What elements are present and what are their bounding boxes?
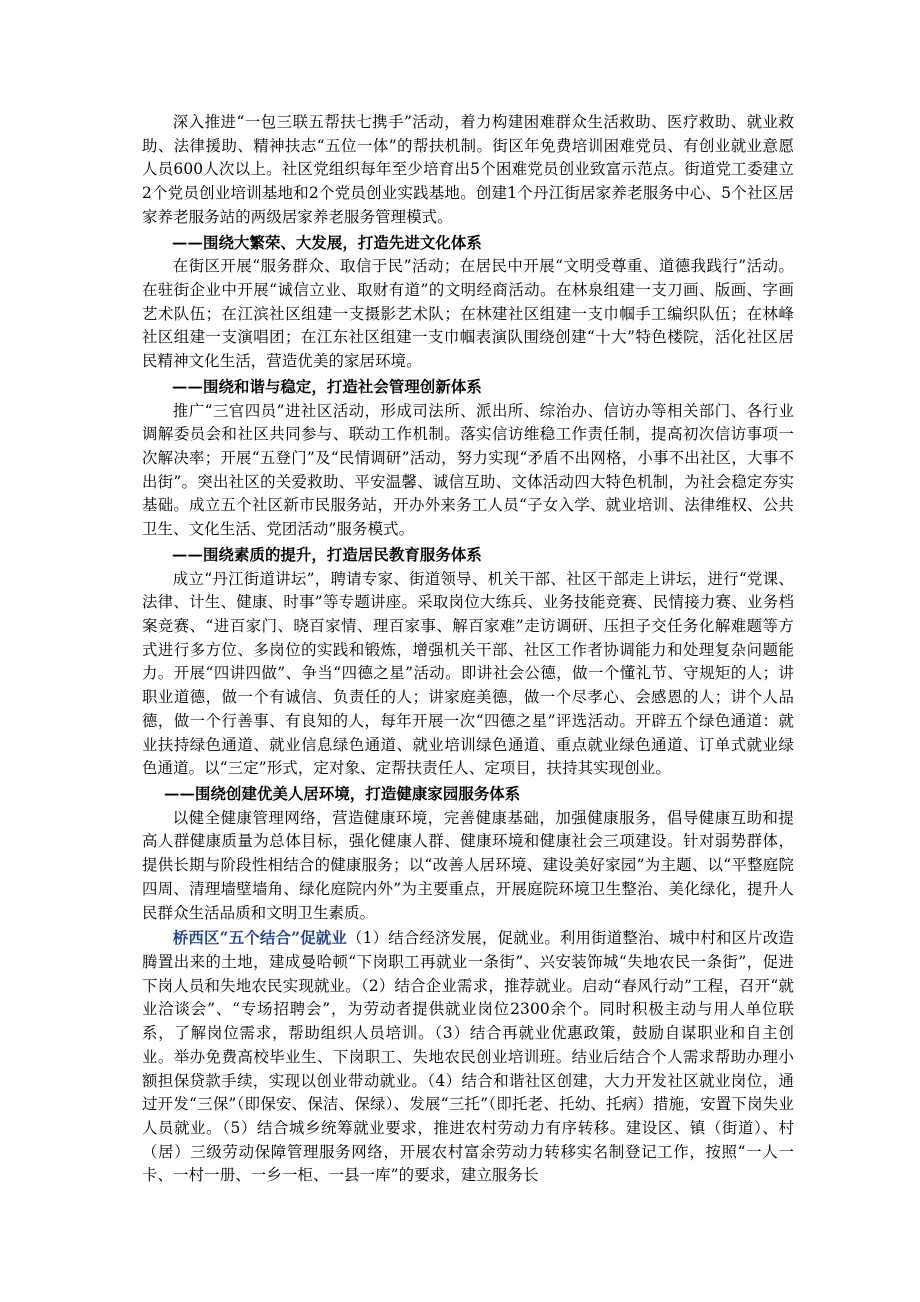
heading-social-management: ——围绕和谐与稳定，打造社会管理创新体系 — [172, 377, 482, 396]
heading-healthy-home: ——围绕创建优美人居环境，打造健康家园服务体系 — [164, 784, 521, 803]
heading-culture-system: ——围绕大繁荣、大发展，打造先进文化体系 — [172, 233, 482, 252]
paragraph-culture-system: 在街区开展“服务群众、取信于民”活动；在居民中开展“文明受尊重、道德我践行”活动。在驻街企业中开展“诚信立业、取财有道”的文明经商活动。在林泉组建一支刀画、版画、字画艺术队伍；在江滨社区组建一支摄影艺术队；在林建社区组建一支巾帼手工编织队伍；在林峰社区组建一支演唱团；在江东社区组建一支巾帼表演队围绕创建“十大”特色楼院，活化社区居民精神文化生活，营造优美的家居环境。 — [142, 257, 794, 371]
paragraph-poverty-assistance: 深入推进“一包三联五帮扶七携手”活动，着力构建困难群众生活救助、医疗救助、就业救助、法律援助、精神扶志“五位一体”的帮扶机制。街区年免费培训困难党员、有创业就业意愿人员600人次以上。社区党组织每年至少培育出5个困难党员创业致富示范点。街道党工委建立2个党员创业培训基地和2个党员创业实践基地。创建1个丹江街居家养老服务中心、5个社区居家养老服务站的两级居家养老服务管理模式。 — [142, 113, 794, 226]
heading-resident-education: ——围绕素质的提升，打造居民教育服务体系 — [172, 545, 482, 564]
paragraph-healthy-home: 以健全健康管理网络，营造健康环境，完善健康基础，加强健康服务，倡导健康互助和提高人群健康质量为总体目标，强化健康人群、健康环境和健康社会三项建设。针对弱势群体，提供长期与阶段性相结合的健康服务；以“改善人居环境、建设美好家园”为主题、以“平整庭院四周、清理墙壁墙角、绿化庭院内外”为主要重点，开展庭院环境卫生整治、美化绿化，提升人民群众生活品质和文明卫生素质。 — [142, 808, 794, 922]
qiaoxi-body: （1）结合经济发展，促就业。利用街道整治、城中村和区片改造腾置出来的土地，建成曼哈顿“下岗职工再就业一条街”、兴安装饰城“失地农民一条街”，促进下岗人员和失地农民实现就业。（2）结合企业需求，推荐就业。启动“春风行动”工程，召开“就业洽谈会”、“专场招聘会”，为劳动者提供就业岗位2300余个。同时积极主动与用人单位联系，了解岗位需求，帮助组织人员培训。（3）结合再就业优惠政策，鼓励自谋职业和自主创业。举办免费高校毕业生、下岗职工、失地农民创业培训班。结业后结合个人需求帮助办理小额担保贷款手续，实现以创业带动就业。（4）结合和谐社区创建，大力开发社区就业岗位，通过开发“三保”（即保安、保洁、保绿）、发展“三托”（即托老、托幼、托病）措施，安置下岗失业人员就业。（5）结合城乡统筹就业要求，推进农村劳动力有序转移。建设区、镇（街道）、村（居）三级劳动保障管理服务网络，开展农村富余劳动力转移实名制登记工作，按照“一人一卡、一村一册、一乡一柜、一县一库”的要求，建立服务长 — [142, 929, 794, 1185]
paragraph-resident-education: 成立“丹江街道讲坛”，聘请专家、街道领导、机关干部、社区干部走上讲坛，进行“党课、法律、计生、健康、时事”等专题讲座。采取岗位大练兵、业务技能竞赛、民情接力赛、业务档案竞赛、“进百家门、晓百家情、理百家事、解百家难”走访调研、压担子交任务化解难题等方式进行多方位、多岗位的实践和锻炼，增强机关干部、社区工作者协调能力和处理复杂问题能力。开展“四讲四做”、争当“四德之星”活动。即讲社会公德，做一个懂礼节、守规矩的人；讲职业道德，做一个有诚信、负责任的人；讲家庭美德，做一个尽孝心、会感恩的人；讲个人品德，做一个行善事、有良知的人，每年开展一次“四德之星”评选活动。开辟五个绿色通道：就业扶持绿色通道、就业信息绿色通道、就业培训绿色通道、重点就业绿色通道、订单式就业绿色通道。以“三定”形式，定对象、定帮扶责任人、定项目，扶持其实现创业。 — [142, 569, 794, 778]
qiaoxi-lead-title: 桥西区“五个结合”促就业 — [172, 929, 348, 948]
paragraph-qiaoxi-employment — [142, 927, 794, 1188]
paragraph-social-management: 推广“三官四员”进社区活动，形成司法所、派出所、综治办、信访办等相关部门、各行业调解委员会和社区共同参与、联动工作机制。落实信访维稳工作责任制，提高初次信访事项一次解决率；开展“五登门”及“民情调研”活动，努力实现“矛盾不出网格，小事不出社区，大事不出街”。突出社区的关爱救助、平安温馨、诚信互助、文体活动四大特色机制，为社会稳定夯实基础。成立五个社区新市民服务站，开办外来务工人员“子女入学、就业培训、法律维权、公共卫生、文化生活、党团活动”服务模式。 — [142, 401, 794, 539]
